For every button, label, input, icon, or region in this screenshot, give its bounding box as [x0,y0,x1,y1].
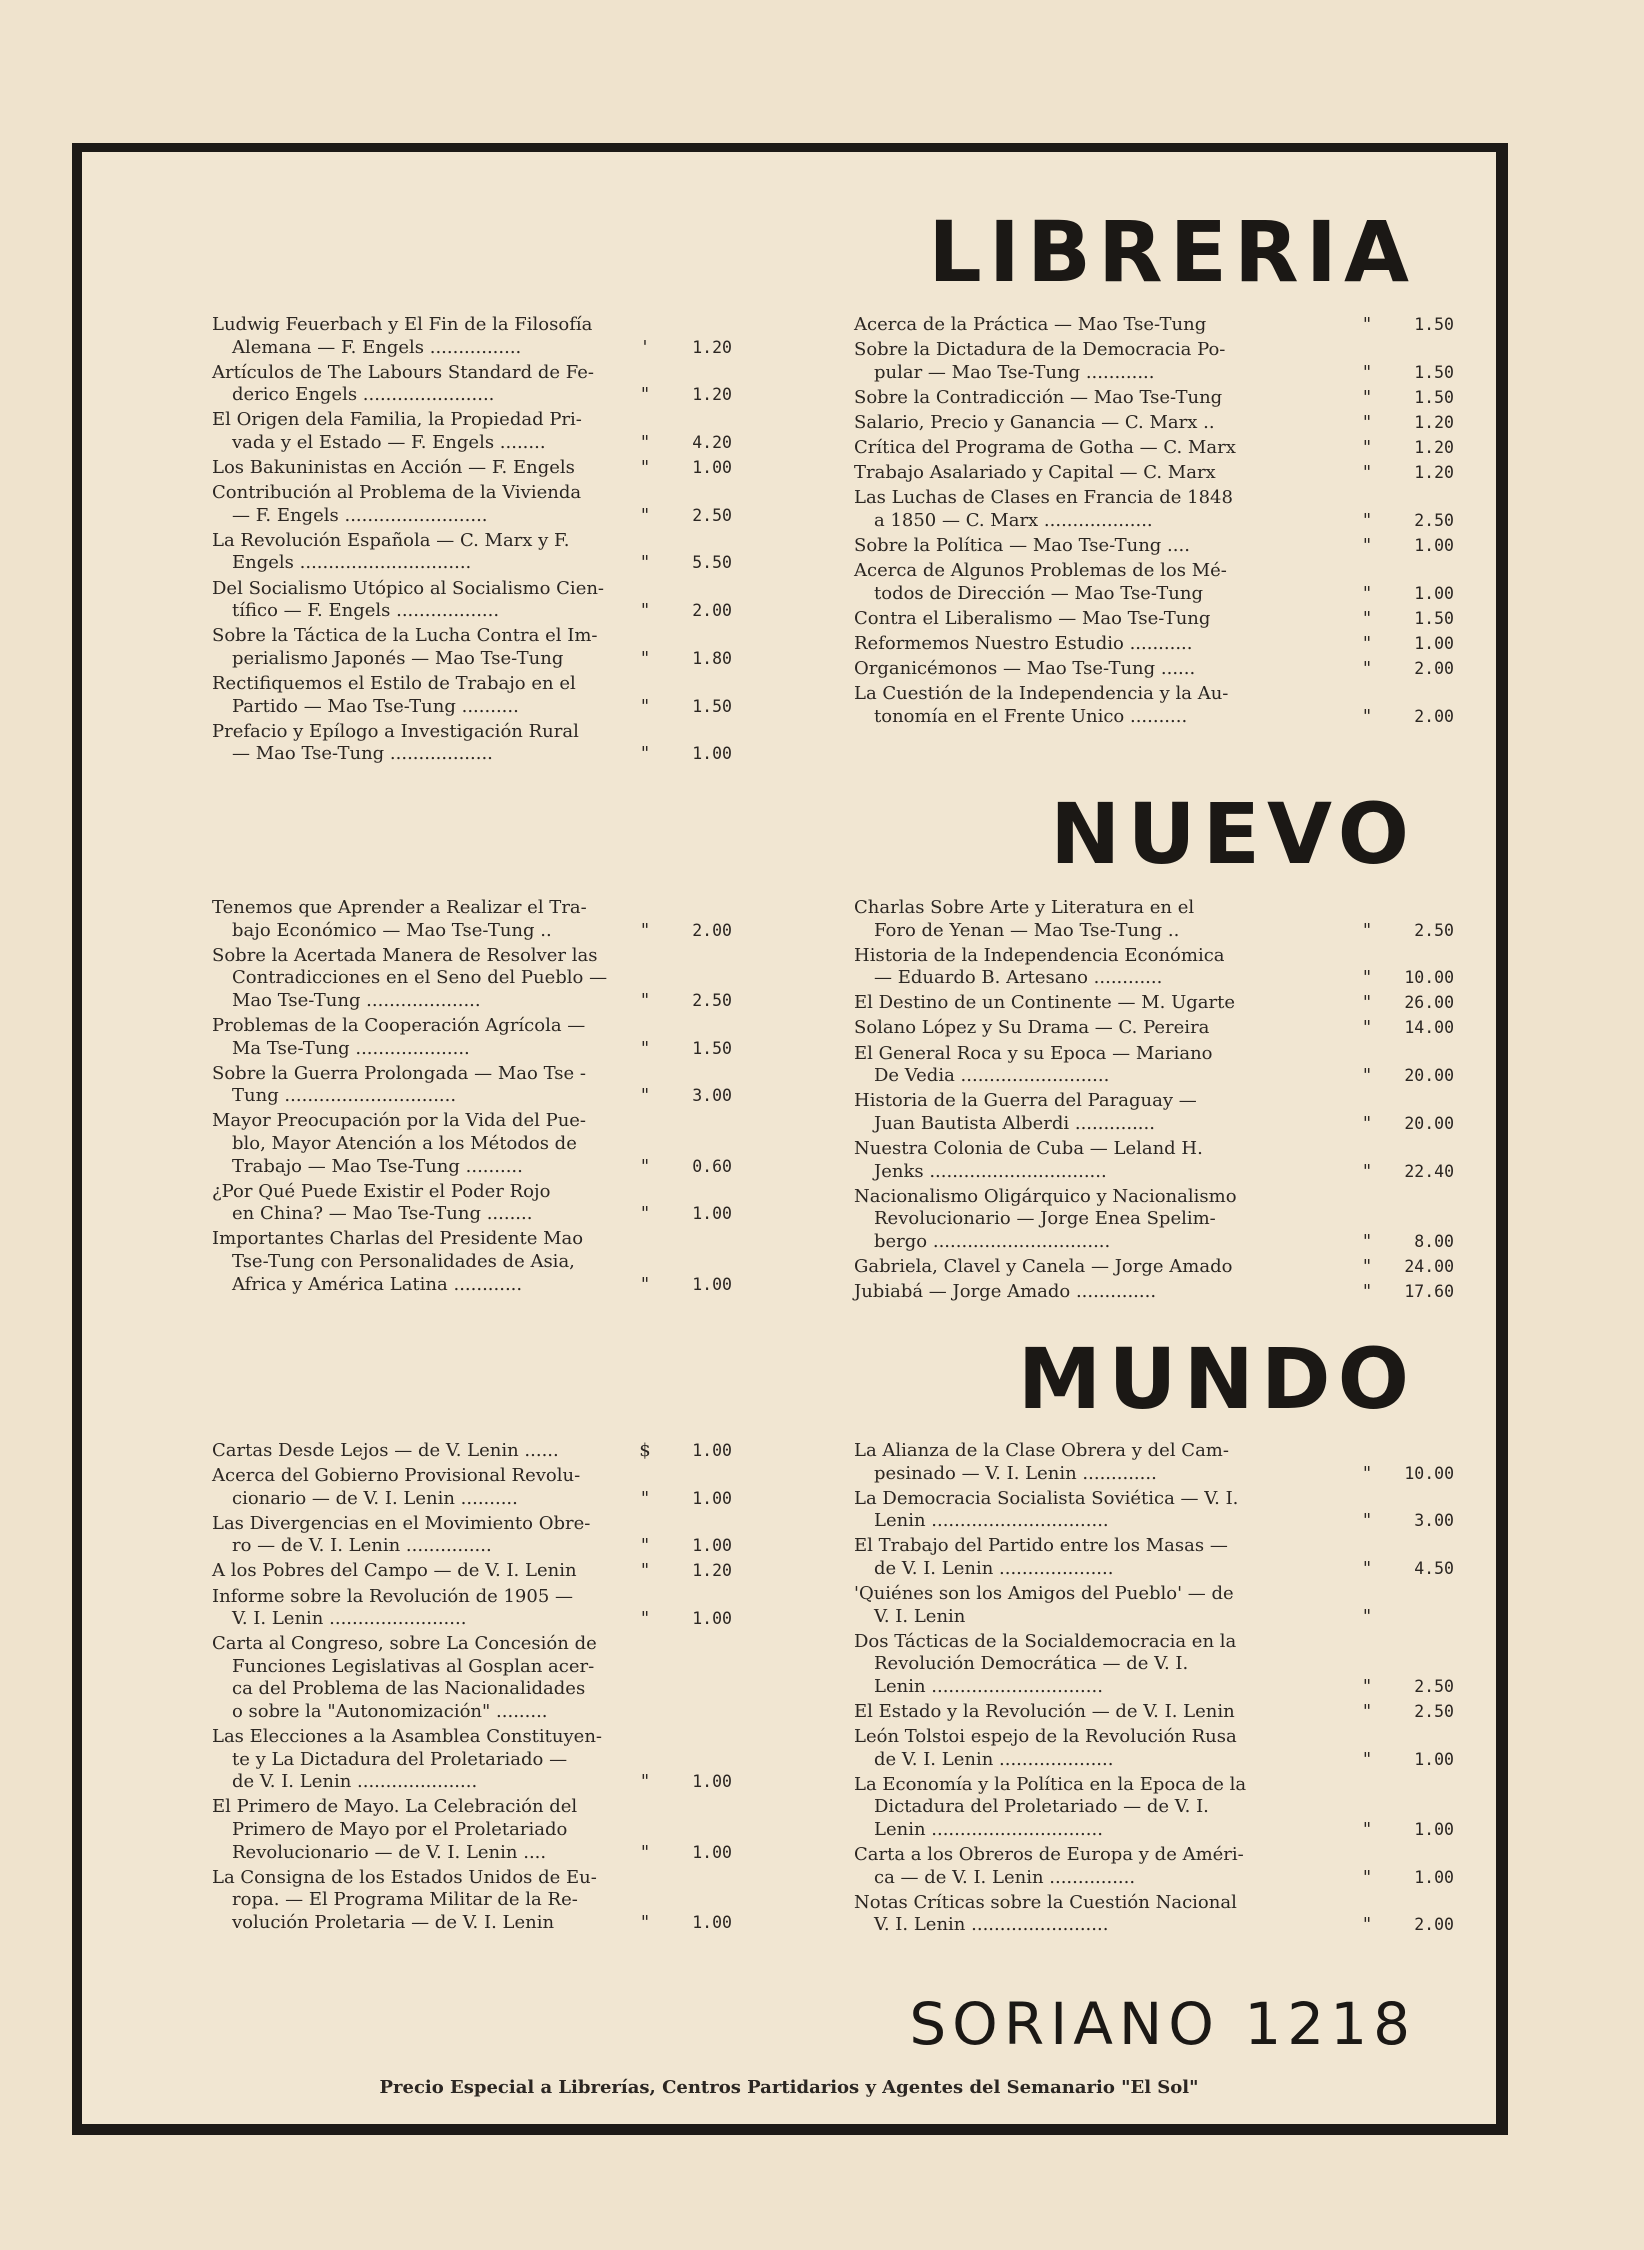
book-title: A los Pobres del Campo — de V. I. Lenin [212,1560,577,1582]
ditto-mark: " [1362,1510,1372,1532]
book-price: 2.50 [692,990,732,1010]
book-price: 24.00 [1404,1256,1454,1276]
book-entry [854,1631,1454,1699]
book-entry [854,1186,1454,1254]
heading-mundo: MUNDO [1017,1330,1416,1428]
book-entry [854,897,1454,942]
book-entry [854,535,1454,558]
book-entry [212,457,732,480]
book-title: La Revolución Española — C. Marx y F. Engels .............................. [212,529,570,574]
ditto-mark: " [640,989,650,1011]
book-entry [212,1181,732,1226]
book-entry [212,1063,732,1108]
ditto-mark: " [640,1085,650,1107]
book-title: Nuestra Colonia de Cuba — Leland H. Jenks ............................... [854,1137,1203,1182]
book-entry [212,945,732,1013]
book-price: 1.20 [692,385,732,405]
ditto-mark: " [640,1487,650,1509]
book-title: El General Roca y su Epoca — Mariano De Vedia .......................... [854,1042,1213,1087]
book-title: Las Elecciones a la Asamblea Constituyen- te y La Dictadura del Proletariado — de V. I. Lenin ..................... [212,1726,602,1793]
book-title: Solano López y Su Drama — C. Pereira [854,1017,1210,1039]
heading-libreria: LIBRERIA [928,203,1416,301]
ditto-mark: " [640,1037,650,1059]
book-title: Historia de la Independencia Económica — Eduardo B. Artesano ............ [854,944,1225,989]
book-title: El Destino de un Continente — M. Ugarte [854,992,1236,1014]
book-price: 1.00 [1414,1749,1454,1769]
book-entry [854,1138,1454,1183]
book-price: 8.00 [1414,1231,1454,1251]
book-title: Historia de la Guerra del Paraguay — Juan Bautista Alberdi .............. [854,1090,1197,1134]
ditto-mark: " [1362,1748,1372,1770]
book-entry [854,1281,1454,1304]
book-price: 1.20 [1414,437,1454,457]
ditto-mark: " [1362,1675,1372,1697]
book-price: 1.50 [692,1038,732,1058]
book-title: Reformemos Nuestro Estudio ........... [854,632,1193,654]
ditto-mark: " [1362,1605,1372,1627]
ditto-mark: " [1362,436,1372,458]
ditto-mark: " [1362,386,1372,408]
book-title: Carta a los Obreros de Europa y de Améri- ca — de V. I. Lenin ............... [854,1844,1244,1888]
book-title: Salario, Precio y Ganancia — C. Marx .. [854,411,1215,433]
ditto-mark: " [640,1911,650,1933]
book-title: Notas Críticas sobre la Cuestión Nacional V. I. Lenin ........................ [854,1891,1237,1936]
book-price: 1.00 [692,1772,732,1792]
book-price: 3.00 [692,1086,732,1106]
book-price: 1.00 [692,1536,732,1556]
mundo-left-list [212,1440,732,1937]
book-title: Organicémonos — Mao Tse-Tung ...... [854,657,1196,679]
book-entry [854,945,1454,990]
book-title: Dos Tácticas de la Socialdemocracia en la Revolución Democrática — de V. I. Lenin .............................. [854,1630,1237,1697]
book-title: Rectifiquemos el Estilo de Trabajo en el Partido — Mao Tse-Tung .......... [212,672,576,717]
book-title: León Tolstoi espejo de la Revolución Rusa de V. I. Lenin .................... [854,1726,1237,1770]
book-entry [854,412,1454,435]
book-title: Crítica del Programa de Gotha — C. Marx [854,436,1236,458]
book-entry [212,409,732,454]
ditto-mark: " [1362,705,1372,727]
libreria-left-list [212,314,732,768]
book-entry [212,578,732,623]
book-title: El Trabajo del Partido entre los Masas — de V. I. Lenin .................... [854,1535,1228,1579]
ditto-mark: " [1362,1112,1372,1134]
book-price: 2.00 [692,920,732,940]
book-title: 'Quiénes son los Amigos del Pueblo' — de V. I. Lenin [854,1583,1234,1627]
book-entry [212,1586,732,1631]
book-price: 1.00 [692,1488,732,1508]
book-entry [854,1774,1454,1842]
ditto-mark: " [640,695,650,717]
footer-note: Precio Especial a Librerías, Centros Partidarios y Agentes del Semanario "El Sol" [379,2077,1199,2098]
book-entry [854,487,1454,532]
ditto-mark: " [1362,1281,1372,1302]
book-price: 1.50 [1414,362,1454,382]
book-price: 1.50 [1414,315,1454,334]
book-title: Del Socialismo Utópico al Socialismo Cien- tífico — F. Engels .................. [212,577,605,622]
book-title: La Consigna de los Estados Unidos de Eu- ropa. — El Programa Militar de la Re- volución Proletaria — de V. I. Lenin [212,1866,597,1933]
book-entry [212,1796,732,1864]
book-price: 20.00 [1404,1066,1454,1086]
ditto-mark: " [1362,1914,1372,1936]
ditto-mark: " [1362,1230,1372,1252]
book-price: 1.00 [692,1609,732,1629]
ditto-mark: " [1362,992,1372,1014]
book-price: 26.00 [1404,993,1454,1013]
book-price: 5.50 [692,553,732,573]
book-entry [854,608,1454,631]
ditto-mark: " [640,743,650,765]
book-price: 22.40 [1404,1161,1454,1181]
book-entry [854,1017,1454,1040]
book-price: 1.50 [692,696,732,716]
book-entry [854,992,1454,1015]
book-title: Acerca de la Práctica — Mao Tse-Tung [854,314,1207,335]
book-title: Ludwig Feuerbach y El Fin de la Filosofía Alemana — F. Engels ................ [212,314,593,358]
ditto-mark: " [1362,1160,1372,1182]
book-price: 17.60 [1404,1282,1454,1301]
book-price: 1.20 [1414,463,1454,483]
book-title: Tenemos que Aprender a Realizar el Tra- bajo Económico — Mao Tse-Tung .. [212,897,587,941]
ditto-mark: " [1362,657,1372,679]
book-price: 2.50 [1414,510,1454,530]
ditto-mark: " [1362,607,1372,629]
book-title: Nacionalismo Oligárquico y Nacionalismo Revolucionario — Jorge Enea Spelim- bergo ............................... [854,1185,1237,1252]
ditto-mark: " [1362,632,1372,654]
ditto-mark: " [640,600,650,622]
book-entry [854,314,1454,337]
book-entry [212,1513,732,1558]
book-entry [212,1726,732,1794]
ditto-mark: " [640,1560,650,1582]
book-entry [854,1440,1454,1485]
ditto-mark: " [640,1841,650,1863]
book-entry [854,1701,1454,1724]
book-entry [212,1633,732,1723]
ditto-mark: " [640,457,650,479]
ditto-mark: " [1362,411,1372,433]
book-entry [854,1892,1454,1937]
book-entry [212,362,732,407]
book-title: La Democracia Socialista Soviética — V. I. Lenin ............................... [854,1487,1239,1532]
libreria-right-list [854,314,1454,731]
book-title: Problemas de la Cooperación Agrícola — Ma Tse-Tung .................... [212,1014,586,1059]
book-title: Contra el Liberalismo — Mao Tse-Tung [854,607,1211,629]
book-title: El Origen dela Familia, la Propiedad Pri- vada y el Estado — F. Engels ........ [212,409,582,453]
ditto-mark: " [640,647,650,669]
book-price: 20.00 [1404,1113,1454,1133]
book-title: Cartas Desde Lejos — de V. Lenin ...... [212,1440,559,1461]
book-price: 2.50 [1414,1676,1454,1696]
book-entry [212,1110,732,1178]
book-entry [212,314,732,359]
book-title: Charlas Sobre Arte y Literatura en el Foro de Yenan — Mao Tse-Tung .. [854,897,1195,941]
book-price: 1.00 [692,1274,732,1294]
ditto-mark: " [1362,361,1372,383]
book-price: 2.00 [692,601,732,621]
book-title: El Estado y la Revolución — de V. I. Lenin [854,1701,1235,1723]
ditto-mark: " [1362,462,1372,484]
book-entry [212,1440,732,1463]
book-price: 3.00 [1414,1511,1454,1531]
book-title: El Primero de Mayo. La Celebración del Primero de Mayo por el Proletariado Revolucionario — de V. I. Lenin .... [212,1796,578,1863]
book-entry [854,1043,1454,1088]
ditto-mark: " [640,1273,650,1295]
book-price: 2.50 [1414,920,1454,940]
book-title: Mayor Preocupación por la Vida del Pue- blo, Mayor Atención a los Métodos de Trabajo — Mao Tse-Tung .......... [212,1110,587,1177]
ditto-mark: " [1362,1255,1372,1277]
heading-nuevo: NUEVO [1050,785,1416,883]
book-entry [854,683,1454,728]
ditto-mark: " [1362,509,1372,531]
book-title: Trabajo Asalariado y Capital — C. Marx [854,462,1216,484]
book-entry [212,625,732,670]
book-entry [854,1488,1454,1533]
book-entry [854,1844,1454,1889]
ditto-mark: " [1362,1017,1372,1039]
book-price: 1.00 [1414,1867,1454,1887]
ditto-mark: " [1362,1557,1372,1579]
book-entry [854,1090,1454,1135]
ditto-mark: " [1362,582,1372,604]
book-title: Prefacio y Epílogo a Investigación Rural — Mao Tse-Tung .................. [212,720,579,765]
book-entry [854,560,1454,605]
nuevo-right-list [854,897,1454,1306]
book-price: 2.00 [1414,658,1454,678]
book-title: Sobre la Acertada Manera de Resolver las Contradicciones en el Seno del Pueblo — Mao Tse-Tung .................... [212,944,608,1011]
book-title: ¿Por Qué Puede Existir el Poder Rojo en China? — Mao Tse-Tung ........ [212,1180,551,1225]
book-title: Sobre la Guerra Prolongada — Mao Tse - Tung .............................. [212,1062,586,1107]
book-title: Sobre la Política — Mao Tse-Tung .... [854,534,1190,556]
book-price: 2.50 [692,505,732,525]
book-title: Gabriela, Clavel y Canela — Jorge Amado [854,1255,1233,1277]
book-price: 2.00 [1414,706,1454,726]
ditto-mark: " [640,919,650,941]
book-price: 4.20 [692,432,732,452]
book-price: 1.50 [1414,387,1454,407]
book-entry [854,437,1454,460]
book-price: 1.20 [1414,412,1454,432]
book-entry [212,1867,732,1935]
book-price: 1.00 [1414,583,1454,603]
mundo-right-list [854,1440,1454,1939]
book-entry [854,1726,1454,1771]
book-title: Las Divergencias en el Movimiento Obre- ro — de V. I. Lenin ............... [212,1512,591,1557]
book-price: 1.50 [1414,608,1454,628]
ditto-mark: $ [639,1440,651,1461]
book-price: 1.00 [692,458,732,478]
ditto-mark: " [1362,1065,1372,1087]
book-price: 1.00 [692,744,732,764]
book-price: 4.50 [1414,1558,1454,1578]
book-title: Artículos de The Labours Standard de Fe- derico Engels ....................... [212,361,595,406]
ditto-mark: " [1362,534,1372,556]
book-price: 10.00 [1404,968,1454,988]
store-address: SORIANO 1218 [909,1990,1416,2058]
book-price: 0.60 [692,1156,732,1176]
book-title: Las Luchas de Clases en Francia de 1848 a 1850 — C. Marx ................... [854,487,1233,531]
book-price: 2.50 [1414,1702,1454,1722]
ditto-mark: " [640,384,650,406]
ditto-mark: " [1362,1701,1372,1723]
book-price: 10.00 [1404,1463,1454,1483]
book-entry [212,1228,732,1296]
book-title: Jubiabá — Jorge Amado .............. [854,1281,1157,1302]
book-price: 1.00 [692,1441,732,1460]
book-entry [212,1465,732,1510]
book-price: 2.00 [1414,1915,1454,1935]
book-entry [212,897,732,942]
ditto-mark: " [640,431,650,453]
book-title: La Alianza de la Clase Obrera y del Cam- pesinado — V. I. Lenin ............. [854,1440,1229,1484]
ditto-mark: " [640,1203,650,1225]
book-title: Acerca de Algunos Problemas de los Mé- todos de Dirección — Mao Tse-Tung [854,559,1227,604]
book-title: Sobre la Táctica de la Lucha Contra el Im- perialismo Japonés — Mao Tse-Tung [212,625,598,669]
page-frame [72,143,1508,2135]
book-title: Los Bakuninistas en Acción — F. Engels [212,457,575,479]
ditto-mark: " [1362,1819,1372,1840]
ditto-mark: " [1362,314,1372,335]
book-entry [854,633,1454,656]
book-entry [854,387,1454,410]
ditto-mark: " [1362,1462,1372,1484]
book-entry [854,339,1454,384]
book-entry [854,1535,1454,1580]
book-entry [212,1015,732,1060]
ditto-mark: " [640,1608,650,1630]
book-price: 1.20 [692,1561,732,1581]
book-title: Contribución al Problema de la Vivienda — F. Engels ......................... [212,482,582,526]
ditto-mark: " [640,552,650,574]
ditto-mark: " [640,1535,650,1557]
book-price: 1.00 [1414,633,1454,653]
book-title: Carta al Congreso, sobre La Concesión de Funciones Legislativas al Gosplan acer- ca del Problema de las Nacionalidades o sobre la "Autonomización" ......... [212,1633,597,1723]
book-title: La Cuestión de la Independencia y la Au- tonomía en el Frente Unico .......... [854,682,1229,727]
book-title: Acerca del Gobierno Provisional Revolu- cionario — de V. I. Lenin .......... [212,1465,581,1509]
book-entry [212,1560,732,1583]
ditto-mark: ' [642,336,648,358]
ditto-mark: " [640,504,650,526]
book-title: Sobre la Contradicción — Mao Tse-Tung [854,386,1223,408]
book-entry [854,658,1454,681]
book-title: Importantes Charlas del Presidente Mao Tse-Tung con Personalidades de Asia, Africa y América Latina ............ [212,1228,584,1295]
book-price: 1.80 [692,648,732,668]
book-entry [212,673,732,718]
book-entry [854,1256,1454,1279]
book-entry [212,482,732,527]
book-price: 1.00 [692,1204,732,1224]
book-title: Sobre la Dictadura de la Democracia Po- pular — Mao Tse-Tung ............ [854,339,1226,383]
book-price: 1.20 [692,337,732,357]
ditto-mark: " [1362,967,1372,989]
ditto-mark: " [640,1771,650,1793]
book-entry [854,462,1454,485]
ditto-mark: " [1362,919,1372,941]
ditto-mark: " [1362,1866,1372,1888]
nuevo-left-list [212,897,732,1299]
book-title: Informe sobre la Revolución de 1905 — V. I. Lenin ........................ [212,1585,574,1630]
book-entry [854,1583,1454,1628]
ditto-mark: " [640,1155,650,1177]
book-entry [212,721,732,766]
book-price: 1.00 [1414,1820,1454,1839]
book-title: La Economía y la Política en la Epoca de la Dictadura del Proletariado — de V. I. Lenin .............................. [854,1773,1247,1840]
book-price: 14.00 [1404,1018,1454,1038]
book-price: 1.00 [1414,535,1454,555]
book-entry [212,530,732,575]
book-price: 1.00 [692,1842,732,1862]
book-price: 1.00 [692,1912,732,1932]
